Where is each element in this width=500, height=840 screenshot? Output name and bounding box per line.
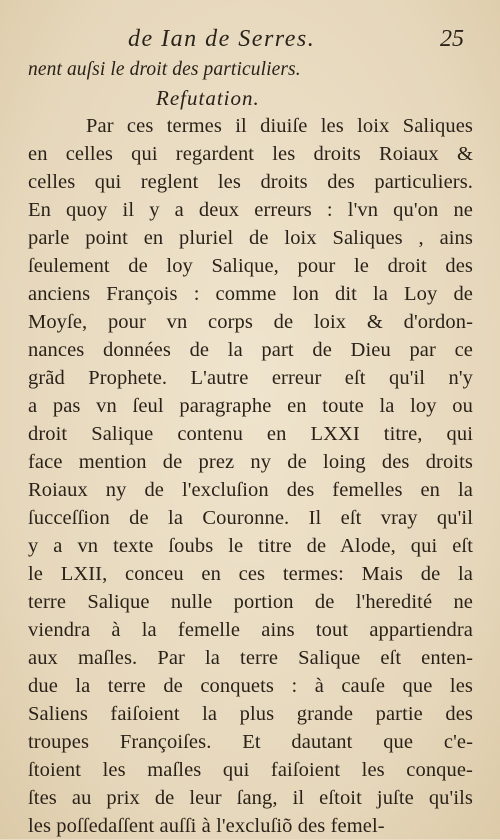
text-line: nent auſsi le droit des particuliers. [28,59,301,80]
text-line: aux maſles. Par la terre Salique eſt enten- [28,647,473,669]
text-line: due la terre de conquets : à cauſe que les [28,675,473,697]
page-number: 25 [440,26,464,52]
text-line: anciens François : comme lon dit la Loy de [28,283,473,305]
text-line: ſucceſſion de la Couronne. Il eſt vray qu'il [28,507,473,529]
text-line: Moyſe, pour vn corps de loix & d'ordon- [28,311,473,333]
text-line: celles qui reglent les droits des particuliers. [28,171,473,193]
page-header [0,26,500,56]
text-line: Saliens faiſoient la plus grande partie des [28,703,473,725]
text-line: a pas vn ſeul paragraphe en toute la loy ou [28,395,473,417]
text-line: ſeulement de loy Salique, pour le droit des [28,255,473,277]
text-line: parle point en pluriel de loix Saliques , ains [28,227,473,249]
text-line: les poſſedaſſent auſſi à l'excluſiõ des femel- [28,815,385,837]
text-line: le LXII, conceu en ces termes: Mais de la [28,563,473,585]
body-text [28,56,473,840]
text-line: troupes Françoiſes. Et dautant que c'e- [28,731,473,753]
text-line: droit Salique contenu en LXXI titre, qui [28,423,473,445]
running-head: de Ian de Serres. [128,26,316,52]
text-line: viendra à la femelle ains tout appartiendra [28,619,473,641]
text-line: face mention de prez ny de loing des droits [28,451,473,473]
text-line: grãd Prophete. L'autre erreur eſt qu'il n'y [28,367,473,389]
text-line: Par ces termes il diuiſe les loix Saliques [86,115,473,137]
text-line: terre Salique nulle portion de l'heredité ne [28,591,473,613]
text-line: ſtoient les maſles qui faiſoient les conque- [28,759,473,781]
text-line: en celles qui regardent les droits Roiaux & [28,143,473,165]
text-line: Roiaux ny de l'excluſion des femelles en la [28,479,473,501]
text-line: En quoy il y a deux erreurs : l'vn qu'on ne [28,199,473,221]
text-line: nances données de la part de Dieu par ce [28,339,473,361]
section-heading: Refutation. [156,86,260,110]
text-line: ſtes au prix de leur ſang, il eſtoit juſte qu'ils [28,787,473,809]
text-line: y a vn texte ſoubs le titre de Alode, qui eſt [28,535,473,557]
